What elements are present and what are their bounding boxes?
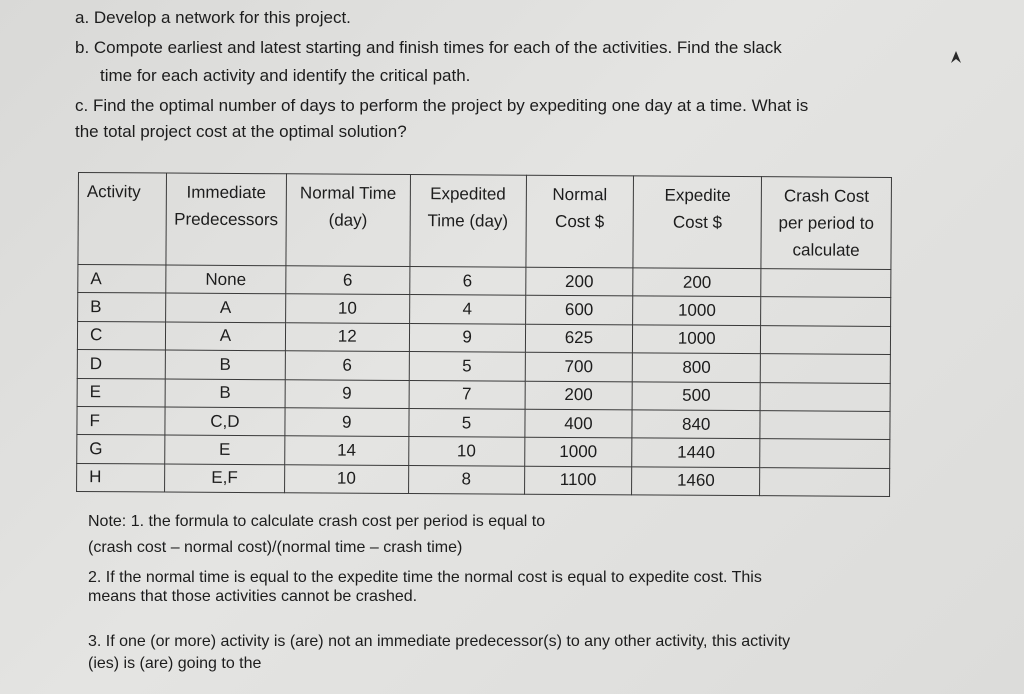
cell-expedite-cost: 800 (633, 353, 761, 382)
note-3-line2: (ies) is (are) going to the (88, 655, 262, 672)
cell-predecessors: B (165, 379, 285, 408)
header-expedited-time: Expedited Time (day) (410, 175, 526, 268)
header-normal-time: Normal Time (day) (286, 174, 410, 267)
cell-predecessors: None (166, 265, 286, 294)
cell-normal-cost: 700 (525, 352, 633, 381)
cell-expedite-cost: 1460 (632, 467, 760, 496)
cell-predecessors: E (165, 435, 285, 464)
cell-crash-cost (760, 354, 890, 383)
cell-normal-time: 9 (285, 379, 409, 408)
cell-normal-cost: 600 (525, 296, 633, 325)
cell-crash-cost (761, 269, 891, 298)
cell-crash-cost (761, 297, 891, 326)
cell-expedited-time: 5 (409, 352, 525, 381)
question-b-line1: b. Compote earliest and latest starting and finish times for each of the activities. Find the slack (75, 38, 782, 57)
cell-predecessors: A (166, 293, 286, 322)
note-3-line1: 3. If one (or more) activity is (are) not an immediate predecessor(s) to any other activity, this activity (88, 633, 791, 650)
cell-expedited-time: 5 (409, 408, 525, 437)
question-a: a. Develop a network for this project. (75, 8, 351, 27)
cell-expedited-time: 4 (409, 295, 525, 324)
cell-normal-time: 6 (286, 266, 410, 295)
cell-expedited-time: 8 (408, 465, 524, 494)
question-c-line2: the total project cost at the optimal solution? (75, 122, 407, 141)
cell-normal-time: 6 (285, 351, 409, 380)
cell-normal-time: 10 (284, 464, 408, 493)
note-2-line1: 2. If the normal time is equal to the expedite time the normal cost is equal to expedite cost. This (88, 569, 762, 586)
header-crash-cost: Crash Cost per period to calculate (761, 177, 891, 270)
cell-normal-cost: 400 (524, 409, 632, 438)
cell-expedited-time: 7 (409, 380, 525, 409)
cell-crash-cost (760, 467, 890, 496)
cell-activity: E (77, 378, 165, 407)
cell-activity: A (78, 265, 166, 294)
cell-predecessors: E,F (164, 464, 284, 493)
cell-normal-time: 12 (285, 323, 409, 352)
cell-predecessors: C,D (165, 407, 285, 436)
cell-normal-cost: 625 (525, 324, 633, 353)
activity-table (76, 172, 892, 497)
cell-predecessors: A (165, 322, 285, 351)
note-2-line2: means that those activities cannot be crashed. (88, 588, 418, 605)
cell-expedite-cost: 1000 (633, 296, 761, 325)
header-expedite-cost: Expedite Cost $ (633, 176, 761, 269)
cell-activity: H (77, 463, 165, 492)
cell-expedited-time: 10 (408, 437, 524, 466)
cell-activity: B (78, 293, 166, 322)
cell-crash-cost (760, 382, 890, 411)
cell-normal-time: 14 (285, 436, 409, 465)
cell-expedite-cost: 1440 (632, 438, 760, 467)
question-b-line2: time for each activity and identify the critical path. (100, 66, 471, 85)
mouse-pointer-icon (950, 50, 962, 64)
cell-activity: F (77, 406, 165, 435)
header-normal-cost: Normal Cost $ (525, 175, 633, 268)
note-1-line2: (crash cost – normal cost)/(normal time – crash time) (88, 539, 463, 556)
cell-normal-time: 9 (285, 408, 409, 437)
cell-crash-cost (760, 411, 890, 440)
table-row (77, 463, 890, 496)
question-c-line1: c. Find the optimal number of days to perform the project by expediting one day at a time. What is (75, 96, 809, 115)
header-immediate-predecessors: Immediate Predecessors (166, 173, 287, 266)
note-1-line1: Note: 1. the formula to calculate crash cost per period is equal to (88, 513, 546, 530)
cell-crash-cost (760, 439, 890, 468)
cell-predecessors: B (165, 350, 285, 379)
cell-expedited-time: 9 (409, 323, 525, 352)
cell-expedite-cost: 840 (632, 410, 760, 439)
table-header-row (78, 173, 892, 270)
cell-crash-cost (761, 325, 891, 354)
cell-normal-cost: 200 (525, 381, 633, 410)
cell-activity: D (77, 350, 165, 379)
cell-expedited-time: 6 (409, 267, 525, 296)
cell-expedite-cost: 1000 (633, 325, 761, 354)
cell-normal-cost: 200 (525, 267, 633, 296)
cell-normal-cost: 1100 (524, 466, 632, 495)
cell-normal-time: 10 (285, 294, 409, 323)
cell-activity: C (77, 321, 165, 350)
header-activity: Activity (78, 173, 166, 266)
cell-expedite-cost: 200 (633, 268, 761, 297)
cell-normal-cost: 1000 (524, 437, 632, 466)
cell-activity: G (77, 435, 165, 464)
cell-expedite-cost: 500 (632, 381, 760, 410)
